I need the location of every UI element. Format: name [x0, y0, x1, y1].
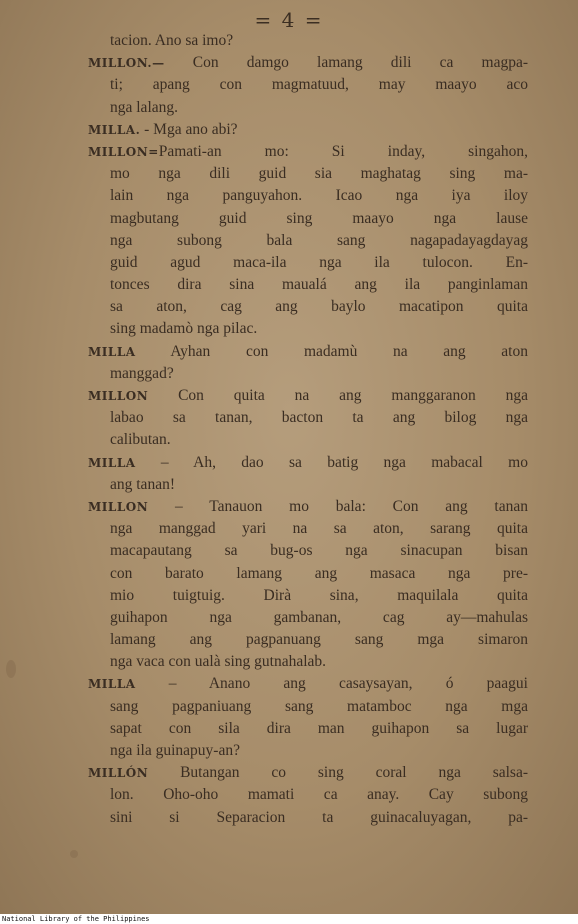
text-line	[88, 296, 528, 318]
line-text: nga subong bala sang nagapadayagdayag	[110, 231, 528, 249]
text-line	[88, 784, 528, 806]
speaker-name: MILLA	[88, 677, 136, 692]
line-text: nga lalang.	[110, 98, 179, 116]
line-text: Pamati-an mo: Si inday, singahon,	[158, 142, 528, 160]
speaker-name: MILLA	[88, 455, 136, 470]
text-line	[88, 740, 528, 762]
text-line	[88, 74, 528, 96]
speaker-name: MILLON	[88, 499, 149, 514]
text-line	[88, 185, 528, 207]
line-text: tonces dira sina maualá ang ila panginlaman	[110, 276, 528, 294]
dialogue-text	[88, 30, 528, 829]
text-line	[88, 718, 528, 740]
text-line	[88, 540, 528, 562]
speaker-name: MILLÓN	[88, 766, 149, 781]
speaker-line	[88, 385, 528, 407]
speaker-line	[88, 141, 528, 163]
line-text: Butangan co sing coral nga salsa-	[148, 764, 528, 782]
text-line	[88, 651, 528, 673]
line-text: mo nga dili guid sia maghatag sing ma-	[110, 165, 528, 183]
line-text: nga vaca con ualà sing gutnahalab.	[110, 653, 327, 671]
library-credit: National Library of the Philippines	[0, 914, 578, 924]
text-line	[88, 30, 528, 52]
text-line	[88, 629, 528, 651]
line-text: – Tanauon mo bala: Con ang tanan	[148, 497, 528, 515]
line-text: sing madamò nga pilac.	[110, 320, 258, 338]
text-line	[88, 563, 528, 585]
line-text: mio tuigtuig. Dirà sina, maquilala quita	[110, 586, 528, 604]
speaker-name: MILLON.—	[88, 56, 165, 71]
text-line	[88, 474, 528, 496]
line-text: – Anano ang casaysayan, ó paagui	[135, 675, 528, 693]
text-line	[88, 274, 528, 296]
line-text: Con quita na ang manggaranon nga	[148, 387, 528, 404]
line-text: sang pagpaniuang sang matamboc nga mga	[110, 697, 528, 715]
speaker-line	[88, 762, 528, 784]
line-text: con barato lamang ang masaca nga pre-	[110, 564, 528, 582]
line-text: macapautang sa bug-os nga sinacupan bisan	[110, 542, 528, 560]
line-text: Ayhan con madamù na ang aton	[135, 342, 528, 360]
line-text: ti; apang con magmatuud, may maayo aco	[110, 76, 528, 94]
speaker-line	[88, 673, 528, 695]
text-line	[88, 252, 528, 274]
text-line	[88, 363, 528, 385]
speaker-line	[88, 341, 528, 363]
text-line	[88, 807, 528, 829]
text-line	[88, 407, 528, 429]
speaker-line	[88, 52, 528, 74]
line-text: – Ah, dao sa batig nga mabacal mo	[135, 453, 528, 471]
text-line	[88, 429, 528, 451]
line-text: lamang ang pagpanuang sang mga simaron	[110, 631, 528, 649]
line-text: nga manggad yari na sa aton, sarang quita	[110, 520, 528, 538]
text-line	[88, 696, 528, 718]
line-text: lain nga panguyahon. Icao nga iya iloy	[110, 187, 528, 205]
line-text: - Mga ano abi?	[140, 120, 238, 138]
text-line	[88, 607, 528, 629]
text-line	[88, 163, 528, 185]
line-text: sa aton, cag ang baylo macatipon quita	[110, 298, 528, 316]
text-line	[88, 230, 528, 252]
paper-stain	[70, 850, 78, 858]
line-text: calibutan.	[110, 431, 171, 449]
line-text: lon. Oho-oho mamati ca anay. Cay subong	[110, 786, 528, 804]
speaker-name: MILLA	[88, 344, 136, 359]
text-line	[88, 518, 528, 540]
line-text: labao sa tanan, bacton ta ang bilog nga	[110, 409, 528, 427]
line-text: sapat con sila dira man guihapon sa lugar	[110, 719, 528, 737]
line-text: nga ila guinapuy-an?	[110, 742, 240, 759]
line-text: ang tanan!	[110, 475, 175, 493]
speaker-name: MILLA.	[88, 122, 141, 137]
page-number: = 4 =	[254, 8, 324, 32]
line-text: guihapon nga gambanan, cag ay—mahulas	[110, 608, 528, 626]
line-text: tacion. Ano sa imo?	[110, 32, 234, 49]
text-line	[88, 318, 528, 340]
paper-stain	[6, 660, 16, 678]
speaker-line	[88, 452, 528, 474]
line-text: magbutang guid sing maayo nga lause	[110, 209, 528, 227]
speaker-line	[88, 496, 528, 518]
text-line	[88, 585, 528, 607]
text-line	[88, 208, 528, 230]
line-text: manggad?	[110, 364, 174, 382]
speaker-name: MILLON	[88, 389, 149, 403]
line-text: Con damgo lamang dili ca magpa-	[164, 54, 528, 72]
speaker-name: MILLON=	[88, 144, 159, 159]
speaker-line	[88, 119, 528, 141]
text-line	[88, 97, 528, 119]
line-text: sini si Separacion ta guinacaluyagan, pa-	[110, 808, 528, 826]
line-text: guid agud maca-ila nga ila tulocon. En-	[110, 253, 528, 271]
